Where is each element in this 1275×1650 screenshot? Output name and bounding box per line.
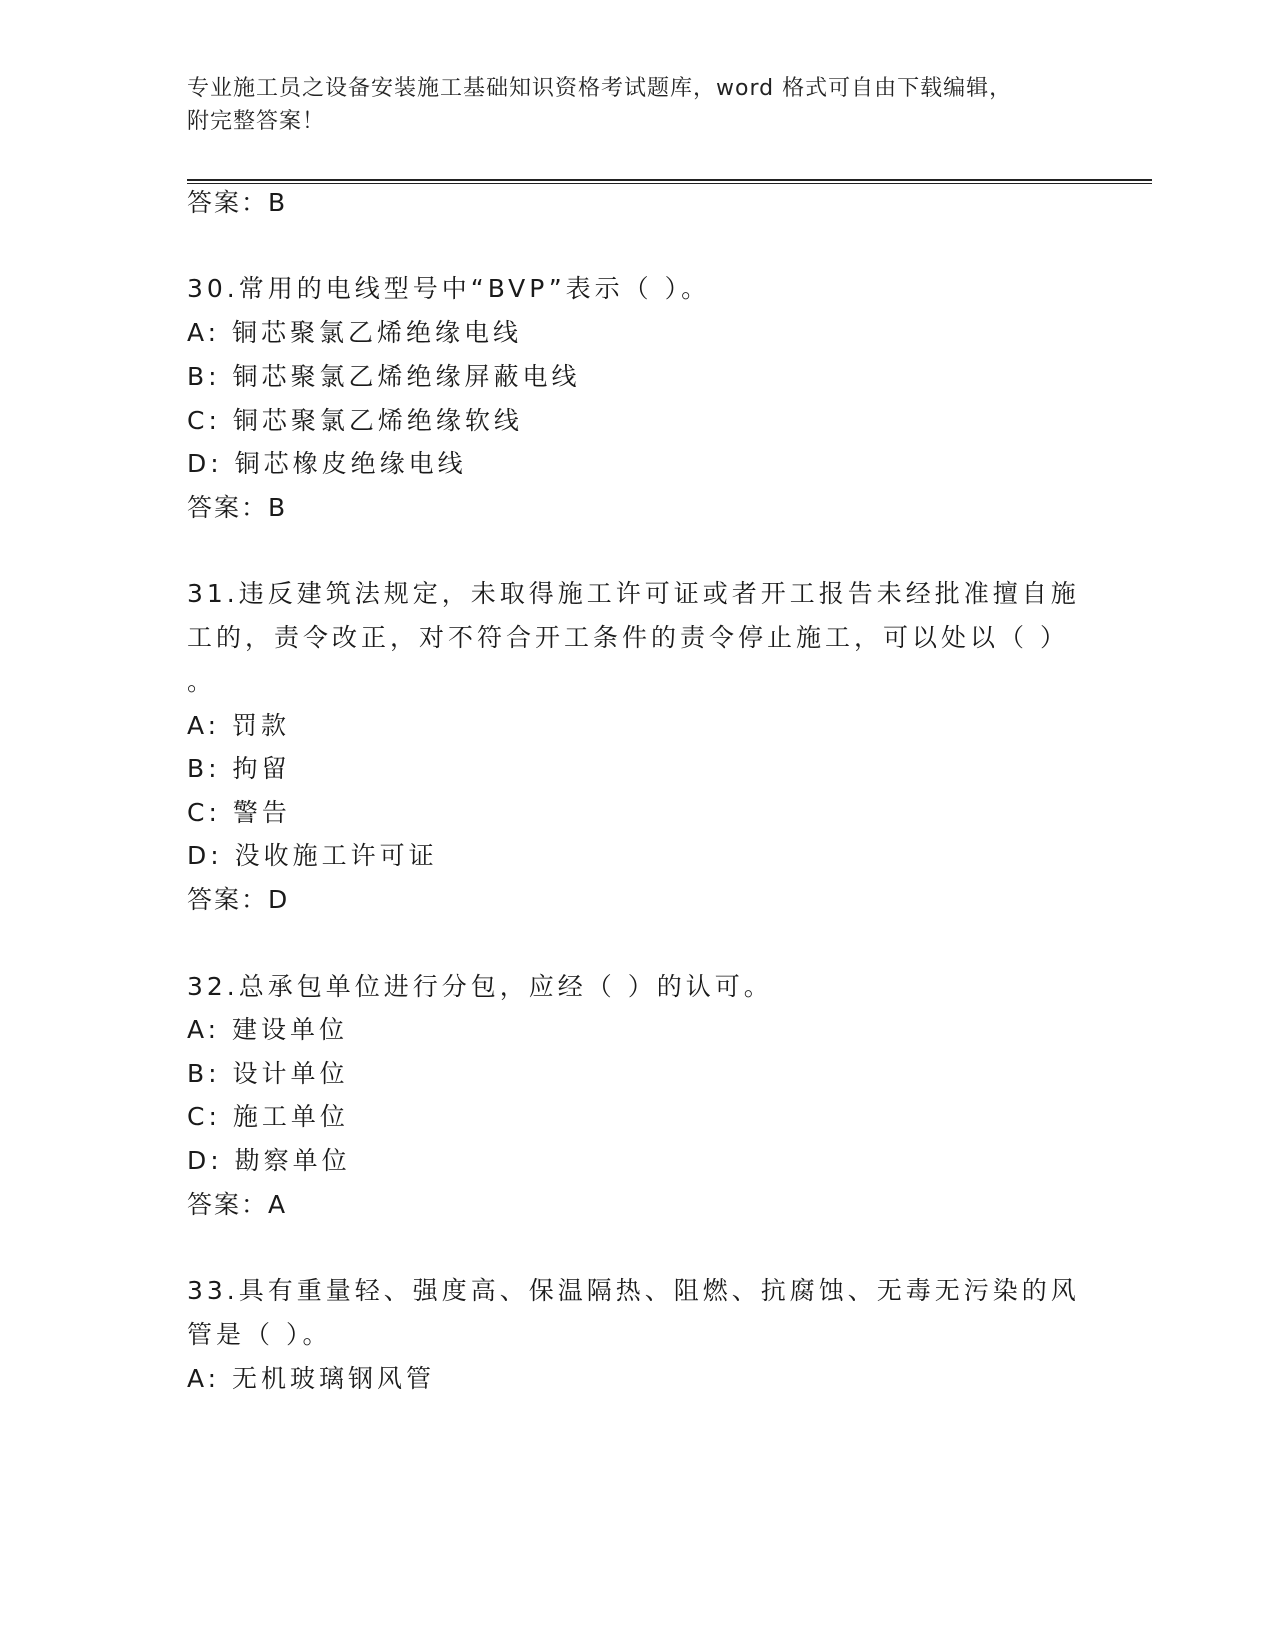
question-31-option-a: A: 罚款 (187, 711, 291, 740)
question-31-stem-line-3: 。 (187, 667, 217, 696)
question-32-option-a: A: 建设单位 (187, 1015, 349, 1044)
question-33-stem-line-2: 管是（ ）。 (187, 1320, 332, 1349)
question-32-stem: 32.总承包单位进行分包，应经（ ）的认可。 (187, 972, 773, 1001)
question-33-stem-line-1: 33.具有重量轻、强度高、保温隔热、阻燃、抗腐蚀、无毒无污染的风 (187, 1276, 1080, 1305)
question-30-option-c: C: 铜芯聚氯乙烯绝缘软线 (187, 406, 523, 435)
question-32-option-b: B: 设计单位 (187, 1059, 349, 1088)
header-line-1: 专业施工员之设备安装施工基础知识资格考试题库，word 格式可自由下载编辑， (187, 76, 1013, 101)
question-30-stem: 30.常用的电线型号中“BVP”表示（ ）。 (187, 274, 711, 303)
question-30-option-d: D: 铜芯橡皮绝缘电线 (187, 449, 467, 478)
question-31-option-d: D: 没收施工许可证 (187, 841, 438, 870)
question-30-answer: 答案：B (187, 493, 288, 522)
question-31-answer: 答案：D (187, 885, 290, 914)
question-31-stem-line-2: 工的，责令改正，对不符合开工条件的责令停止施工，可以处以（ ） (187, 623, 1069, 652)
document-header (187, 72, 1087, 138)
header-divider (187, 179, 1152, 184)
question-30-option-a: A: 铜芯聚氯乙烯绝缘电线 (187, 318, 523, 347)
question-31-option-c: C: 警告 (187, 798, 291, 827)
question-32-answer: 答案：A (187, 1190, 288, 1219)
question-32-option-c: C: 施工单位 (187, 1102, 349, 1131)
question-32-option-d: D: 勘察单位 (187, 1146, 351, 1175)
question-31-option-b: B: 拘留 (187, 754, 291, 783)
question-30-option-b: B: 铜芯聚氯乙烯绝缘屏蔽电线 (187, 362, 581, 391)
header-line-2: 附完整答案！ (187, 109, 326, 134)
previous-answer: 答案：B (187, 188, 288, 217)
question-33-option-a: A: 无机玻璃钢风管 (187, 1364, 436, 1393)
question-31-stem-line-1: 31.违反建筑法规定，未取得施工许可证或者开工报告未经批准擅自施 (187, 579, 1080, 608)
